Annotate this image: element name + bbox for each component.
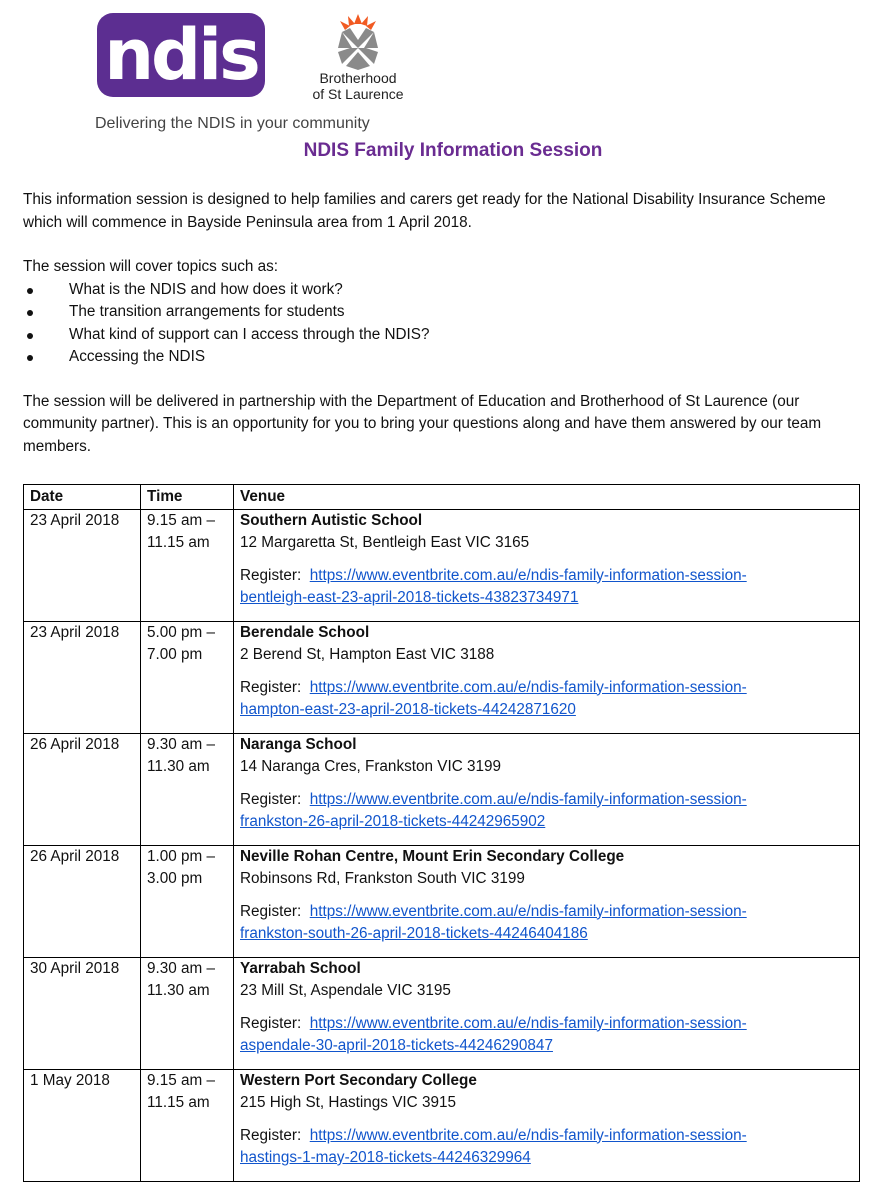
bsl-emblem-icon	[328, 12, 388, 72]
topics-list	[23, 279, 853, 369]
venue-address: 23 Mill St, Aspendale VIC 3195	[240, 982, 451, 999]
venue-address: 12 Margaretta St, Bentleigh East VIC 3165	[240, 534, 530, 551]
register-link[interactable]	[240, 679, 747, 719]
time-end: 3.00 pm	[147, 870, 203, 887]
venue-name: Western Port Secondary College	[240, 1071, 477, 1089]
time-start: 9.15 am –	[147, 1071, 216, 1089]
session-venue	[234, 845, 860, 957]
register-link[interactable]	[240, 903, 747, 943]
register-link[interactable]	[240, 1015, 747, 1055]
session-time	[141, 733, 234, 845]
time-start: 9.30 am –	[147, 735, 216, 753]
topic-text: The transition arrangements for students	[69, 303, 345, 320]
session-date: 23 April 2018	[24, 621, 141, 733]
venue-name: Yarrabah School	[240, 959, 361, 977]
venue-address: 14 Naranga Cres, Frankston VIC 3199	[240, 758, 502, 775]
page-title: NDIS Family Information Session	[303, 140, 603, 161]
session-time	[141, 509, 234, 621]
intro-paragraph: This information session is designed to help families and carers get ready for the National Disability Insurance Scheme which will commence in Bayside Peninsula area from 1 April 2018.	[23, 191, 826, 231]
time-end: 11.15 am	[147, 1094, 210, 1111]
column-header-time: Time	[141, 485, 234, 510]
bsl-wordmark-line2: of St Laurence	[312, 86, 404, 102]
session-date: 26 April 2018	[24, 733, 141, 845]
register-link-part2[interactable]: hastings-1-may-2018-tickets-44246329964	[240, 1149, 531, 1166]
register-link-part1[interactable]: https://www.eventbrite.com.au/e/ndis-family-information-session-	[309, 1126, 747, 1144]
venue-name: Naranga School	[240, 735, 357, 753]
table-row	[24, 1069, 860, 1181]
register-link-part1[interactable]: https://www.eventbrite.com.au/e/ndis-family-information-session-	[309, 678, 747, 696]
document-header	[0, 0, 876, 175]
register-label: Register:	[240, 1126, 302, 1144]
time-end: 11.30 am	[147, 982, 210, 999]
list-item	[23, 279, 853, 302]
partnership-paragraph: The session will be delivered in partnership with the Department of Education and Brotherhood of St Laurence (our community partner). This is an opportunity for you to bring your questions along and have them answered by our team members.	[23, 392, 822, 455]
bullet-icon	[27, 310, 33, 316]
time-start: 1.00 pm –	[147, 847, 216, 865]
register-link-part1[interactable]: https://www.eventbrite.com.au/e/ndis-family-information-session-	[309, 566, 747, 584]
register-line	[240, 901, 855, 946]
list-item	[23, 324, 853, 347]
register-link-part1[interactable]: https://www.eventbrite.com.au/e/ndis-family-information-session-	[309, 790, 747, 808]
register-link-part2[interactable]: hampton-east-23-april-2018-tickets-44242871620	[240, 701, 576, 718]
column-header-date: Date	[24, 485, 141, 510]
session-venue	[234, 509, 860, 621]
bsl-wordmark-line1: Brotherhood	[319, 70, 397, 86]
ndis-logo: ndis	[97, 13, 265, 97]
session-venue	[234, 621, 860, 733]
register-link-part1[interactable]: https://www.eventbrite.com.au/e/ndis-family-information-session-	[309, 1014, 747, 1032]
table-row	[24, 845, 860, 957]
table-row	[24, 733, 860, 845]
venue-address: 2 Berend St, Hampton East VIC 3188	[240, 646, 495, 663]
register-label: Register:	[240, 790, 302, 808]
topic-text: Accessing the NDIS	[69, 348, 206, 365]
column-header-venue: Venue	[234, 485, 860, 510]
venue-address: Robinsons Rd, Frankston South VIC 3199	[240, 870, 525, 887]
time-end: 11.15 am	[147, 534, 210, 551]
register-label: Register:	[240, 678, 302, 696]
bullet-icon	[27, 333, 33, 339]
venue-name: Neville Rohan Centre, Mount Erin Secondary College	[240, 847, 625, 865]
bullet-icon	[27, 355, 33, 361]
register-link-part1[interactable]: https://www.eventbrite.com.au/e/ndis-family-information-session-	[309, 902, 747, 920]
session-venue	[234, 957, 860, 1069]
venue-name: Berendale School	[240, 623, 370, 641]
register-link-part2[interactable]: frankston-south-26-april-2018-tickets-44246404186	[240, 925, 588, 942]
register-label: Register:	[240, 1014, 302, 1032]
register-link-part2[interactable]: frankston-26-april-2018-tickets-44242965902	[240, 813, 546, 830]
time-start: 9.15 am –	[147, 511, 216, 529]
session-time	[141, 1069, 234, 1181]
register-label: Register:	[240, 566, 302, 584]
register-line	[240, 1125, 855, 1170]
list-item	[23, 346, 853, 369]
table-row	[24, 621, 860, 733]
time-end: 7.00 pm	[147, 646, 203, 663]
session-time	[141, 957, 234, 1069]
session-venue	[234, 1069, 860, 1181]
register-line	[240, 677, 855, 722]
document-body	[23, 189, 853, 458]
register-line	[240, 789, 855, 834]
topic-text: What is the NDIS and how does it work?	[69, 280, 343, 298]
list-item	[23, 301, 853, 324]
session-date: 1 May 2018	[24, 1069, 141, 1181]
register-link-part2[interactable]: aspendale-30-april-2018-tickets-44246290847	[240, 1037, 553, 1054]
time-start: 9.30 am –	[147, 959, 216, 977]
register-label: Register:	[240, 902, 302, 920]
table-row	[24, 509, 860, 621]
register-line	[240, 1013, 855, 1058]
venue-name: Southern Autistic School	[240, 511, 423, 529]
register-link-part2[interactable]: bentleigh-east-23-april-2018-tickets-43823734971	[240, 589, 579, 606]
time-end: 11.30 am	[147, 758, 210, 775]
bullet-icon	[27, 288, 33, 294]
session-date: 26 April 2018	[24, 845, 141, 957]
register-link[interactable]	[240, 1127, 747, 1167]
session-venue	[234, 733, 860, 845]
session-date: 23 April 2018	[24, 509, 141, 621]
brotherhood-of-st-laurence-logo	[300, 12, 420, 107]
table-header-row	[24, 485, 860, 510]
topics-lead: The session will cover topics such as:	[23, 258, 279, 275]
register-link[interactable]	[240, 567, 747, 607]
topic-text: What kind of support can I access through the NDIS?	[69, 325, 430, 343]
time-start: 5.00 pm –	[147, 623, 216, 641]
session-date: 30 April 2018	[24, 957, 141, 1069]
venue-address: 215 High St, Hastings VIC 3915	[240, 1094, 456, 1111]
register-link[interactable]	[240, 791, 747, 831]
bsl-wordmark	[306, 70, 410, 102]
session-time	[141, 621, 234, 733]
table-row	[24, 957, 860, 1069]
sessions-table	[23, 484, 860, 1182]
tagline: Delivering the NDIS in your community	[95, 115, 370, 132]
register-line	[240, 565, 855, 610]
session-time	[141, 845, 234, 957]
